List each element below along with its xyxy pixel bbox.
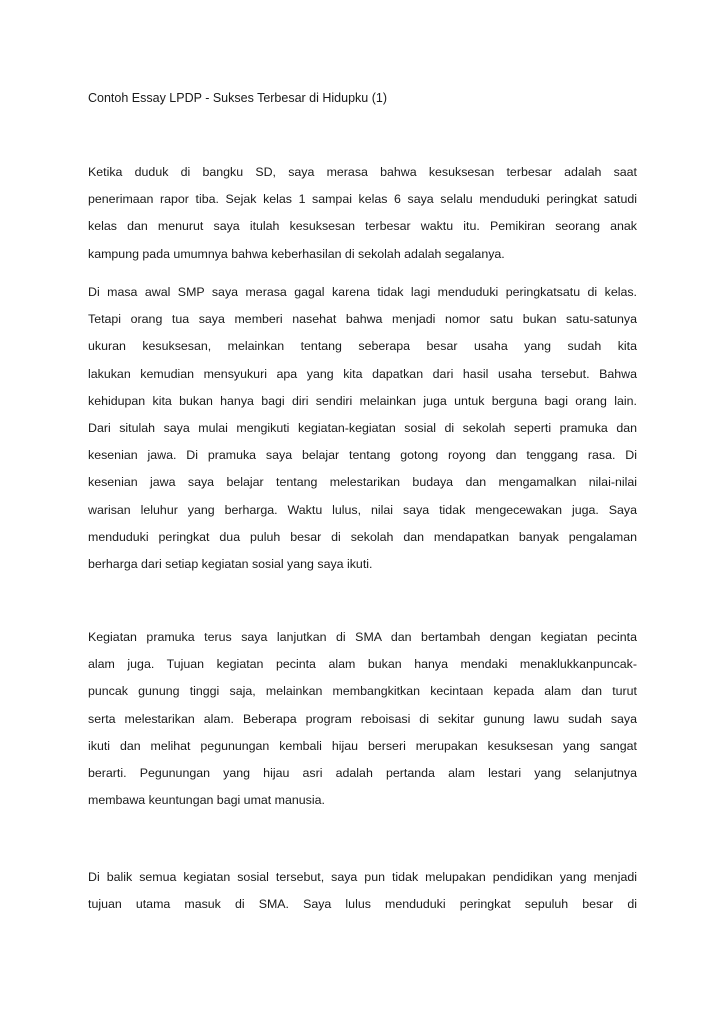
paragraph-line: Di balik semua kegiatan sosial tersebut, saya pun tidak melupakan pendidikan yang menjadi xyxy=(88,870,637,884)
paragraph-line: penerimaan rapor tiba. Sejak kelas 1 sampai kelas 6 saya selalu menduduki peringkat satudi xyxy=(88,192,637,207)
paragraph-line: alam juga. Tujuan kegiatan pecinta alam bukan hanya mendaki menaklukkanpuncak- xyxy=(88,657,637,672)
paragraph-line: warisan leluhur yang berharga. Waktu lulus, nilai saya tidak mengecewakan juga. Saya xyxy=(88,502,637,517)
paragraph-line: serta melestarikan alam. Beberapa program reboisasi di sekitar gunung lawu sudah saya xyxy=(88,711,637,726)
paragraph-line: ikuti dan melihat pegunungan kembali hijau berseri merupakan kesuksesan yang sangat xyxy=(88,738,637,753)
document-title: Contoh Essay LPDP - Sukses Terbesar di Hidupku (1) xyxy=(88,91,387,105)
paragraph-line: kampung pada umumnya bahwa keberhasilan di sekolah adalah segalanya. xyxy=(88,246,505,261)
paragraph-line: berharga dari setiap kegiatan sosial yang saya ikuti. xyxy=(88,556,373,571)
paragraph-line: kesenian jawa saya belajar tentang melestarikan budaya dan mengamalkan nilai-nilai xyxy=(88,475,637,490)
paragraph-line: berarti. Pegunungan yang hijau asri adalah pertanda alam lestari yang selanjutnya xyxy=(88,765,637,780)
paragraph-line: Ketika duduk di bangku SD, saya merasa bahwa kesuksesan terbesar adalah saat xyxy=(88,165,637,179)
paragraph-line: ukuran kesuksesan, melainkan tentang seberapa besar usaha yang sudah kita xyxy=(88,339,637,354)
paragraph-line: kesenian jawa. Di pramuka saya belajar tentang gotong royong dan tenggang rasa. Di xyxy=(88,448,637,463)
paragraph-2 xyxy=(88,279,637,578)
paragraph-4 xyxy=(88,864,637,918)
paragraph-1 xyxy=(88,159,637,268)
paragraph-line: tujuan utama masuk di SMA. Saya lulus menduduki peringkat sepuluh besar di xyxy=(88,897,637,912)
paragraph-3 xyxy=(88,624,637,814)
paragraph-line: Kegiatan pramuka terus saya lanjutkan di SMA dan bertambah dengan kegiatan pecinta xyxy=(88,630,637,644)
paragraph-line: Di masa awal SMP saya merasa gagal karena tidak lagi menduduki peringkatsatu di kelas. xyxy=(88,285,637,299)
paragraph-line: lakukan kemudian mensyukuri apa yang kita dapatkan dari hasil usaha tersebut. Bahwa xyxy=(88,366,637,381)
paragraph-line: membawa keuntungan bagi umat manusia. xyxy=(88,793,325,808)
paragraph-line: puncak gunung tinggi saja, melainkan membangkitkan kecintaan kepada alam dan turut xyxy=(88,684,637,699)
paragraph-line: Tetapi orang tua saya memberi nasehat bahwa menjadi nomor satu bukan satu-satunya xyxy=(88,312,637,327)
paragraph-line: Dari situlah saya mulai mengikuti kegiatan-kegiatan sosial di sekolah seperti pramuka dan xyxy=(88,420,637,435)
paragraph-line: kelas dan menurut saya itulah kesuksesan terbesar waktu itu. Pemikiran seorang anak xyxy=(88,219,637,234)
paragraph-line: kehidupan kita bukan hanya bagi diri sendiri melainkan juga untuk berguna bagi orang lain. xyxy=(88,393,637,408)
paragraph-line: menduduki peringkat dua puluh besar di sekolah dan mendapatkan banyak pengalaman xyxy=(88,529,637,544)
